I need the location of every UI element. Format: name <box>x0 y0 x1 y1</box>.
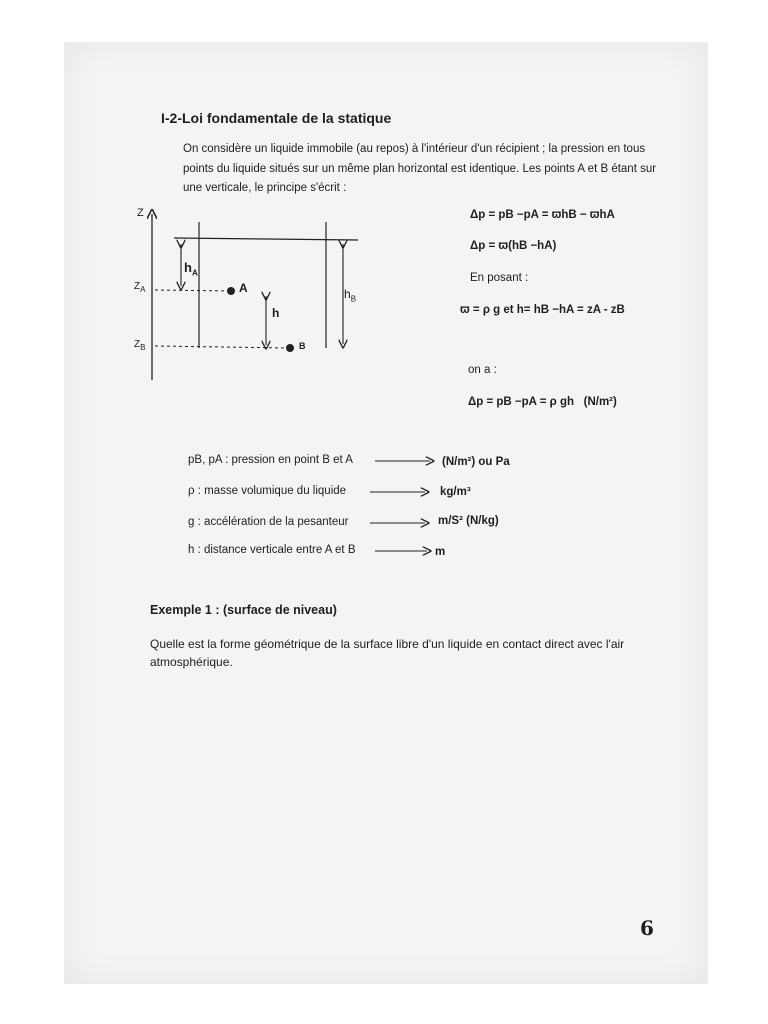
equation-4: Δp = pB −pA = ρ gh (N/m²) <box>468 396 617 408</box>
definition-3-term: g : accélération de la pesanteur <box>188 516 349 528</box>
intro-line-3: une verticale, le principe s'écrit : <box>183 182 347 194</box>
equation-3: ϖ = ρ g et h= hB −hA = zA - zB <box>460 304 625 316</box>
equation-2: Δp = ϖ(hB −hA) <box>470 240 557 252</box>
definition-4-unit: m <box>435 546 446 558</box>
hb-label: $h_B$ <box>344 287 357 304</box>
definition-2-term: ρ : masse volumique du liquide <box>188 485 347 497</box>
example-line-2: atmosphérique. <box>150 655 233 669</box>
example-title: Exemple 1 : (surface de niveau) <box>150 603 337 617</box>
definition-4-term: h : distance verticale entre A et B <box>188 544 356 556</box>
en-posant-text: En posant : <box>470 272 529 284</box>
z-axis-label: Z <box>137 207 144 219</box>
ha-label: $h_A$ <box>184 260 198 278</box>
example-line-1: Quelle est la forme géométrique de la surface libre d'un liquide en contact direct avec l'air <box>150 637 625 651</box>
definition-1-unit: (N/m²) ou Pa <box>442 456 510 468</box>
definition-1-term: pB, pA : pression en point B et A <box>188 454 353 466</box>
section-title: I-2-Loi fondamentale de la statique <box>161 110 392 126</box>
intro-line-1: On considère un liquide immobile (au repos) à l'intérieur d'un récipient ; la pression en tous <box>183 143 646 155</box>
point-b-label: B <box>299 341 306 351</box>
za-label: $Z_A$ <box>134 281 146 294</box>
equation-1: Δp = pB −pA = ϖhB − ϖhA <box>470 209 615 221</box>
h-label: h <box>272 306 280 320</box>
page-number: 6 <box>640 916 654 940</box>
point-a-label: A <box>239 281 248 295</box>
intro-line-2: points du liquide situés sur un même plan horizontal est identique. Les points A et B étant sur <box>183 163 657 175</box>
definition-2-unit: kg/m³ <box>440 486 471 498</box>
on-a-text: on a : <box>468 364 497 376</box>
definition-3-unit: m/S² (N/kg) <box>438 515 499 527</box>
zb-label: $Z_B$ <box>134 339 146 352</box>
